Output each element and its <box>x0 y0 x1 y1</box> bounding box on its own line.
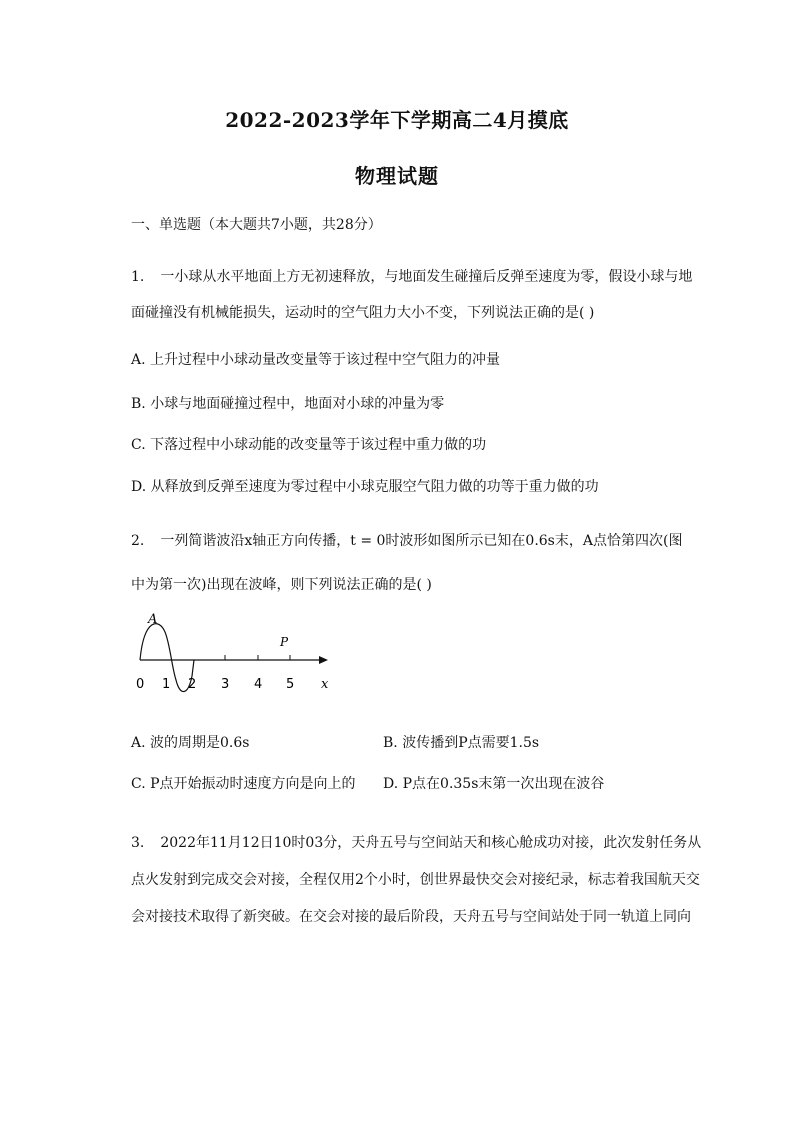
tick-label-3: 3 <box>221 677 230 692</box>
tick-label-2: 2 <box>188 677 197 692</box>
tick-label-5: 5 <box>286 677 295 692</box>
q1-text-1: 一小球从水平地面上方无初速释放，与地面发生碰撞后反弹至速度为零，假设小球与地 <box>160 269 693 285</box>
q3-stem-line2: 点火发射到完成交会对接，全程仅用2个小时，创世界最快交会对接纪录，标志着我国航天交 <box>131 872 700 888</box>
q1-option-c: C. 下落过程中小球动能的改变量等于该过程中重力做的功 <box>131 437 487 453</box>
exam-title: 2022-2023学年下学期高二4月摸底 <box>225 108 569 132</box>
q2-text-1: 一列简谐波沿x轴正方向传播，t = 0时波形如图所示已知在0.6s末，A点恰第四次(图 <box>160 533 683 549</box>
tick-label-0: 0 <box>136 677 145 692</box>
x-axis-arrow <box>319 656 328 664</box>
q2-number: 2. <box>131 533 145 549</box>
q2-option-a: A. 波的周期是0.6s <box>131 735 250 751</box>
q1-number: 1. <box>131 269 145 285</box>
q2-stem-line2: 中为第一次)出现在波峰，则下列说法正确的是( ) <box>131 577 432 593</box>
point-a-label: A <box>148 612 158 627</box>
exam-subtitle: 物理试题 <box>355 164 439 188</box>
q1-stem-line1 <box>131 266 692 286</box>
q3-number: 3. <box>131 835 145 851</box>
q2-stem-line1 <box>131 530 682 550</box>
q2-option-d: D. P点在0.35s末第一次出现在波谷 <box>383 776 605 792</box>
q3-stem-line3: 会对接技术取得了新突破。在交会对接的最后阶段，天舟五号与空间站处于同一轨道上同向 <box>131 909 691 925</box>
q2-option-c: C. P点开始振动时速度方向是向上的 <box>131 776 356 792</box>
q1-option-a: A. 上升过程中小球动量改变量等于该过程中空气阻力的冲量 <box>131 352 501 368</box>
q1-option-b: B. 小球与地面碰撞过程中，地面对小球的冲量为零 <box>131 396 445 412</box>
tick-label-1: 1 <box>162 677 171 692</box>
axis-label-x: x <box>321 677 329 692</box>
q2-option-b: B. 波传播到P点需要1.5s <box>383 735 540 751</box>
q3-text-1: 2022年11月12日10时03分，天舟五号与空间站天和核心舱成功对接，此次发射任务从 <box>160 835 702 851</box>
q3-stem-line1 <box>131 832 701 852</box>
q1-option-d: D. 从释放到反弹至速度为零过程中小球克服空气阻力做的功等于重力做的功 <box>131 479 599 495</box>
wave-figure <box>128 604 338 700</box>
tick-label-4: 4 <box>254 677 263 692</box>
section-heading: 一、单选题（本大题共7小题，共28分） <box>131 217 382 233</box>
q1-stem-line2: 面碰撞没有机械能损失，运动时的空气阻力大小不变，下列说法正确的是( ) <box>131 305 595 321</box>
point-p-label: P <box>280 635 289 649</box>
